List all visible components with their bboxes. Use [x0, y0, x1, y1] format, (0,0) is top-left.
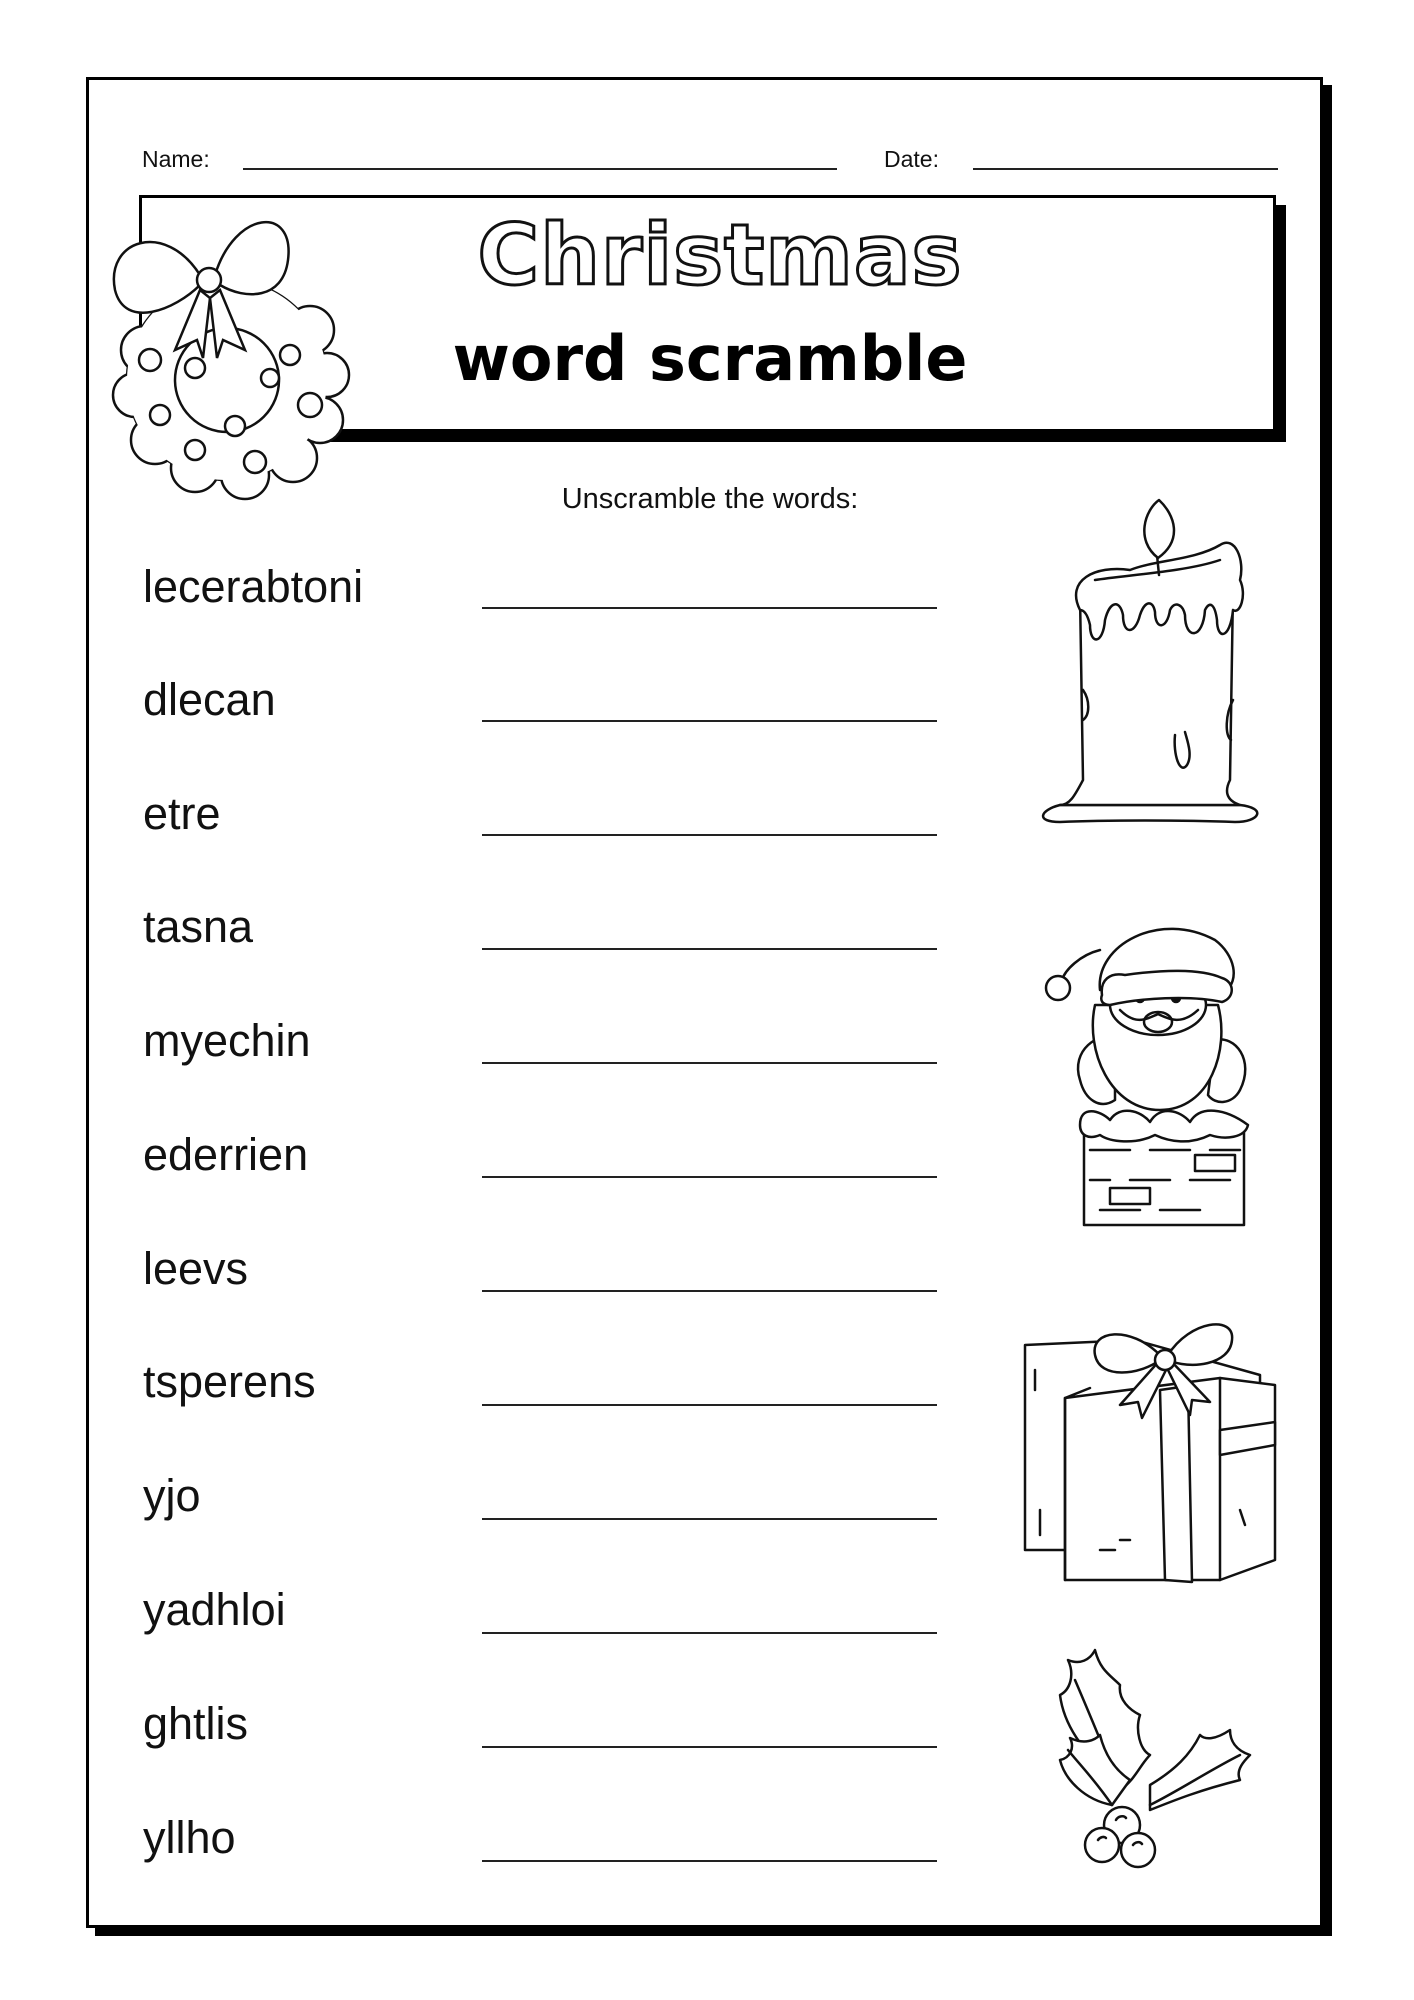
answer-line[interactable] — [482, 607, 937, 609]
date-field[interactable] — [973, 168, 1278, 170]
scrambled-word: dlecan — [143, 674, 276, 725]
name-field[interactable] — [243, 168, 837, 170]
scrambled-word: tsperens — [143, 1356, 316, 1407]
answer-line[interactable] — [482, 1290, 937, 1292]
scrambled-word: lecerabtoni — [143, 561, 364, 612]
scrambled-word: ederrien — [143, 1129, 309, 1180]
answer-line[interactable] — [482, 1404, 937, 1406]
date-label: Date: — [884, 146, 939, 172]
page-title: Christmas — [477, 206, 963, 304]
answer-line[interactable] — [482, 834, 937, 836]
scrambled-word: yadhloi — [143, 1584, 286, 1635]
scrambled-word: ghtlis — [143, 1698, 249, 1749]
santa-chimney-icon — [1040, 910, 1260, 1230]
scrambled-word: yllho — [143, 1812, 236, 1863]
candle-icon — [1035, 500, 1265, 830]
answer-line[interactable] — [482, 1746, 937, 1748]
page-subtitle: word scramble — [452, 322, 968, 395]
answer-line[interactable] — [482, 1518, 937, 1520]
instruction-text: Unscramble the words: — [561, 483, 859, 515]
scrambled-word: myechin — [143, 1015, 311, 1066]
wreath-icon — [105, 200, 350, 495]
holly-icon — [1040, 1640, 1255, 1870]
answer-line[interactable] — [482, 1176, 937, 1178]
name-label: Name: — [142, 146, 210, 172]
scrambled-word: yjo — [143, 1470, 201, 1521]
answer-line[interactable] — [482, 1632, 937, 1634]
scrambled-word: leevs — [143, 1243, 249, 1294]
answer-line[interactable] — [482, 1860, 937, 1862]
gift-box-icon — [1020, 1310, 1285, 1590]
answer-line[interactable] — [482, 1062, 937, 1064]
scrambled-word: etre — [143, 788, 221, 839]
answer-line[interactable] — [482, 948, 937, 950]
scrambled-word: tasna — [143, 901, 254, 952]
answer-line[interactable] — [482, 720, 937, 722]
